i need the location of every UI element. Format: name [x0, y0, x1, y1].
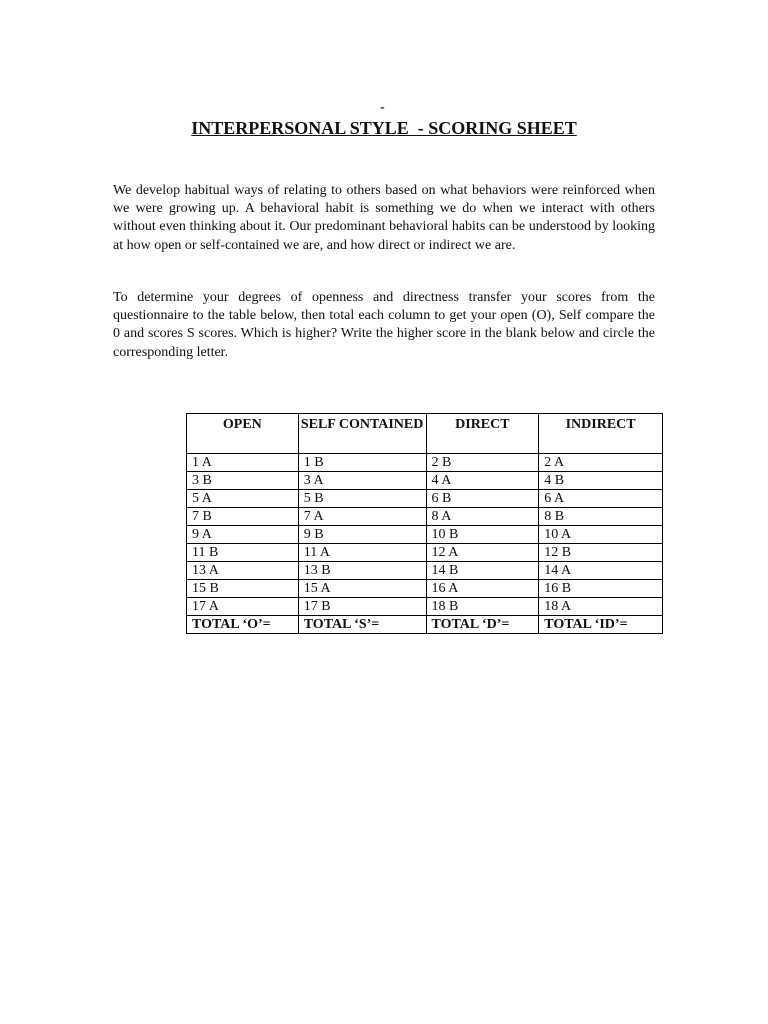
table-cell: 17 B [298, 598, 426, 616]
total-indirect-cell: TOTAL ‘ID’= [539, 616, 663, 634]
table-cell: 11 B [187, 544, 299, 562]
table-cell: 10 B [426, 526, 539, 544]
totals-row [187, 616, 663, 634]
table-cell: 12 A [426, 544, 539, 562]
table-cell: 8 B [539, 508, 663, 526]
header-self-contained: SELF CONTAINED [298, 414, 426, 454]
table-cell: 9 B [298, 526, 426, 544]
table-cell: 18 B [426, 598, 539, 616]
table-cell: 1 B [298, 454, 426, 472]
table-cell: 5 A [187, 490, 299, 508]
table-row [187, 598, 663, 616]
table-cell: 7 B [187, 508, 299, 526]
table-row [187, 580, 663, 598]
table-cell: 15 B [187, 580, 299, 598]
table-cell: 2 B [426, 454, 539, 472]
total-self-contained-cell: TOTAL ‘S’= [298, 616, 426, 634]
table-cell: 4 A [426, 472, 539, 490]
table-cell: 2 A [539, 454, 663, 472]
table-row [187, 526, 663, 544]
table-cell: 17 A [187, 598, 299, 616]
scoring-table [186, 413, 663, 634]
header-open: OPEN [187, 414, 299, 454]
table-cell: 4 B [539, 472, 663, 490]
table-row [187, 472, 663, 490]
page-title: INTERPERSONAL STYLE - SCORING SHEET [191, 118, 577, 138]
table-cell: 16 B [539, 580, 663, 598]
table-row [187, 490, 663, 508]
table-cell: 1 A [187, 454, 299, 472]
table-cell: 6 A [539, 490, 663, 508]
table-cell: 13 B [298, 562, 426, 580]
table-row [187, 508, 663, 526]
intro-paragraph: We develop habitual ways of relating to others based on what behaviors were reinforced when we were growing up. A behavioral habit is something we do when we interact with others without even thinking about it. Our predominant behavioral habits can be understood by looking at how open or self-contained we are, and how direct or indirect we are. [113, 183, 655, 253]
table-cell: 15 A [298, 580, 426, 598]
table-cell: 14 A [539, 562, 663, 580]
table-cell: 16 A [426, 580, 539, 598]
table-cell: 12 B [539, 544, 663, 562]
table-header-row [187, 414, 663, 454]
table-cell: 3 B [187, 472, 299, 490]
total-direct-cell: TOTAL ‘D’= [426, 616, 539, 634]
table-cell: 7 A [298, 508, 426, 526]
header-direct: DIRECT [426, 414, 539, 454]
table-cell: 8 A [426, 508, 539, 526]
table-cell: 13 A [187, 562, 299, 580]
table-cell: 9 A [187, 526, 299, 544]
table-row [187, 562, 663, 580]
title-dash: - [380, 100, 385, 115]
table-cell: 18 A [539, 598, 663, 616]
table-cell: 6 B [426, 490, 539, 508]
table-cell: 11 A [298, 544, 426, 562]
table-row [187, 454, 663, 472]
table-cell: 5 B [298, 490, 426, 508]
instructions-paragraph: To determine your degrees of openness and directness transfer your scores from the questionnaire to the table below, then total each column to get your open (O), Self compare the 0 and scores S scores. Which is higher? Write the higher score in the blank below and circle the corresponding letter. [113, 290, 655, 360]
table-row [187, 544, 663, 562]
total-open-cell: TOTAL ‘O’= [187, 616, 299, 634]
table-cell: 3 A [298, 472, 426, 490]
header-indirect: INDIRECT [539, 414, 663, 454]
table-cell: 10 A [539, 526, 663, 544]
table-cell: 14 B [426, 562, 539, 580]
